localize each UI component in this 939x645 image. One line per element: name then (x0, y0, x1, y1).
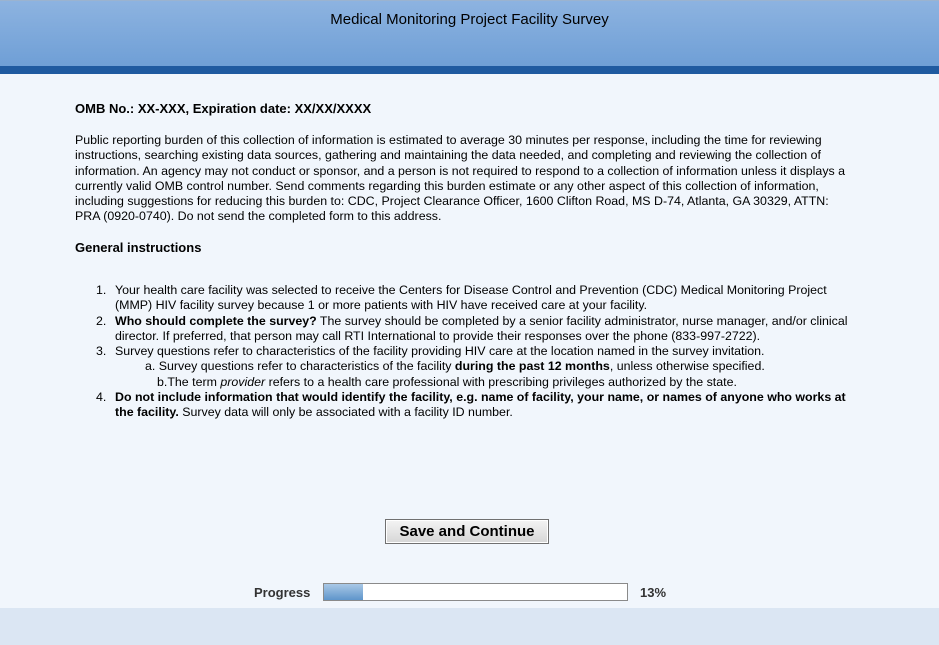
progress-percent: 13% (640, 585, 667, 600)
instruction-item-1: 1. Your health care facility was selected to receive the Centers for Disease Control and Prevention (CDC) Medical Monitoring Project (MMP) HIV facility survey because 1 or more patients with HIV have received care at your facility. (96, 283, 827, 313)
survey-content (0, 74, 939, 608)
save-and-continue-button[interactable]: Save and Continue (385, 519, 549, 544)
progress-label: Progress (254, 585, 311, 600)
instruction-item-4: 4. Do not include information that would identify the facility, e.g. name of facility, your name, or names of anyone who works at the facility. Survey data will only be associated with a facility ID number. (96, 390, 846, 420)
page-title: Medical Monitoring Project Facility Survey (330, 11, 609, 28)
instructions-heading: General instructions (75, 240, 202, 255)
instruction-item-3a: a. Survey questions refer to characteristics of the facility during the past 12 months, unless otherwise specified. (145, 359, 765, 374)
instructions-list (75, 283, 850, 421)
page-header (0, 0, 939, 66)
progress-bar (323, 583, 628, 601)
instruction-item-3: 3. Survey questions refer to characteristics of the facility providing HIV care at the location named in the survey invitation. (96, 344, 765, 359)
burden-statement: Public reporting burden of this collection of information is estimated to average 30 minutes per response, including the time for reviewing instructions, searching existing data sources, gathering and maintaining the data needed, and completing and reviewing the collection of information. An agency may not conduct or sponsor, and a person is not required to respond to a collection of information unless it displays a currently valid OMB control number. Send comments regarding this burden estimate or any other aspect of this collection of information, including suggestions for reducing this burden to: CDC, Project Clearance Officer, 1600 Clifton Road, MS D-74, Atlanta, GA 30329, ATTN: PRA (0920-0740). Do not send the completed form to this address. (75, 133, 846, 224)
header-divider (0, 66, 939, 74)
instruction-item-3b: b.The term provider refers to a health care professional with prescribing privileges authorized by the state. (157, 374, 737, 389)
progress-bar-fill (324, 584, 363, 600)
omb-number: OMB No.: XX-XXX, Expiration date: XX/XX/XXXX (75, 101, 372, 116)
page-footer (0, 608, 939, 645)
instruction-item-2: 2. Who should complete the survey? The survey should be completed by a senior facility administrator, nurse manager, and/or clinical director. If preferred, that person may call RTI International to provide their responses over the phone (833-997-2722). (96, 313, 848, 343)
